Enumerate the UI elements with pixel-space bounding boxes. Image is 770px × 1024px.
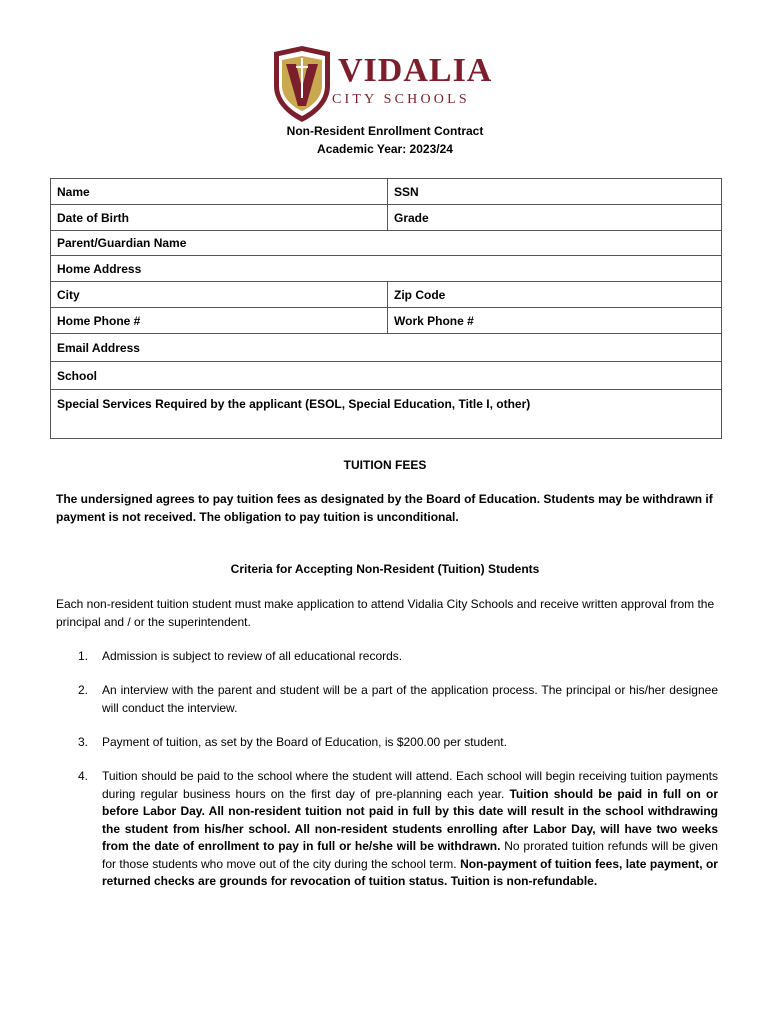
school-logo (270, 46, 510, 122)
academic-year: Academic Year: 2023/24 (317, 142, 453, 156)
document-title (0, 122, 770, 158)
logo-title: VIDALIA (338, 52, 493, 89)
name-field[interactable]: Name (51, 179, 388, 205)
tuition-fees-heading: TUITION FEES (343, 458, 427, 472)
work-phone-field[interactable]: Work Phone # (388, 308, 722, 334)
tuition-payment-text: Tuition should be paid to the school where the student will attend. Each school will begin receiving tuition payments during regular business hours on the first day of pre-planning each year. (102, 769, 718, 801)
special-services-field[interactable]: Special Services Required by the applicant (ESOL, Special Education, Title I, other) (51, 390, 722, 439)
criteria-heading: Criteria for Accepting Non-Resident (Tuition) Students (230, 562, 540, 576)
school-field[interactable]: School (51, 362, 722, 390)
logo-subtitle: CITY SCHOOLS (332, 92, 470, 107)
revocation-text: Non-payment of tuition fees, late payment, or returned checks are grounds for revocation of tuition status. Tuition is non-refundable. (102, 856, 718, 888)
home-phone-field[interactable]: Home Phone # (51, 308, 388, 334)
list-number: 2. (78, 683, 89, 697)
list-number: 3. (78, 735, 89, 749)
contract-title: Non-Resident Enrollment Contract (286, 124, 484, 138)
dob-field[interactable]: Date of Birth (51, 205, 388, 231)
list-text (102, 768, 718, 891)
list-item (78, 648, 718, 666)
shield-icon (270, 46, 334, 122)
guardian-name-field[interactable]: Parent/Guardian Name (51, 231, 722, 256)
list-item (78, 734, 718, 752)
grade-field[interactable]: Grade (388, 205, 722, 231)
tuition-statement: The undersigned agrees to pay tuition fees as designated by the Board of Education. Students may be withdrawn if payment is not received. The obligation to pay tuition is unconditional. (56, 492, 713, 524)
home-address-field[interactable]: Home Address (51, 256, 722, 282)
no-refund-text: No prorated tuition refunds will be given for those students who move out of the city during the school term. (102, 839, 718, 871)
list-item (78, 682, 718, 717)
city-field[interactable]: City (51, 282, 388, 308)
list-number: 4. (78, 769, 89, 783)
enrollment-form-table (50, 178, 722, 439)
criteria-intro: Each non-resident tuition student must make application to attend Vidalia City Schools and receive written approval from the principal and / or the superintendent. (56, 597, 715, 629)
labor-day-deadline-text: Tuition should be paid in full on or before Labor Day. All non-resident tuition not paid in full by this date will result in the school withdrawing the student from his/her school. All non-resident students enrolling after Labor Day, will have two weeks from the date of enrollment to pay in full or he/she will be withdrawn. (102, 786, 719, 853)
list-text: Admission is subject to review of all educational records. (102, 649, 403, 663)
list-text: An interview with the parent and student will be a part of the application process. The principal or his/her designee will conduct the interview. (102, 683, 718, 715)
ssn-field[interactable]: SSN (388, 179, 722, 205)
list-text: Payment of tuition, as set by the Board of Education, is $200.00 per student. (102, 735, 507, 749)
email-address-field[interactable]: Email Address (51, 334, 722, 362)
list-item (78, 768, 718, 891)
zip-code-field[interactable]: Zip Code (388, 282, 722, 308)
list-number: 1. (78, 649, 89, 663)
